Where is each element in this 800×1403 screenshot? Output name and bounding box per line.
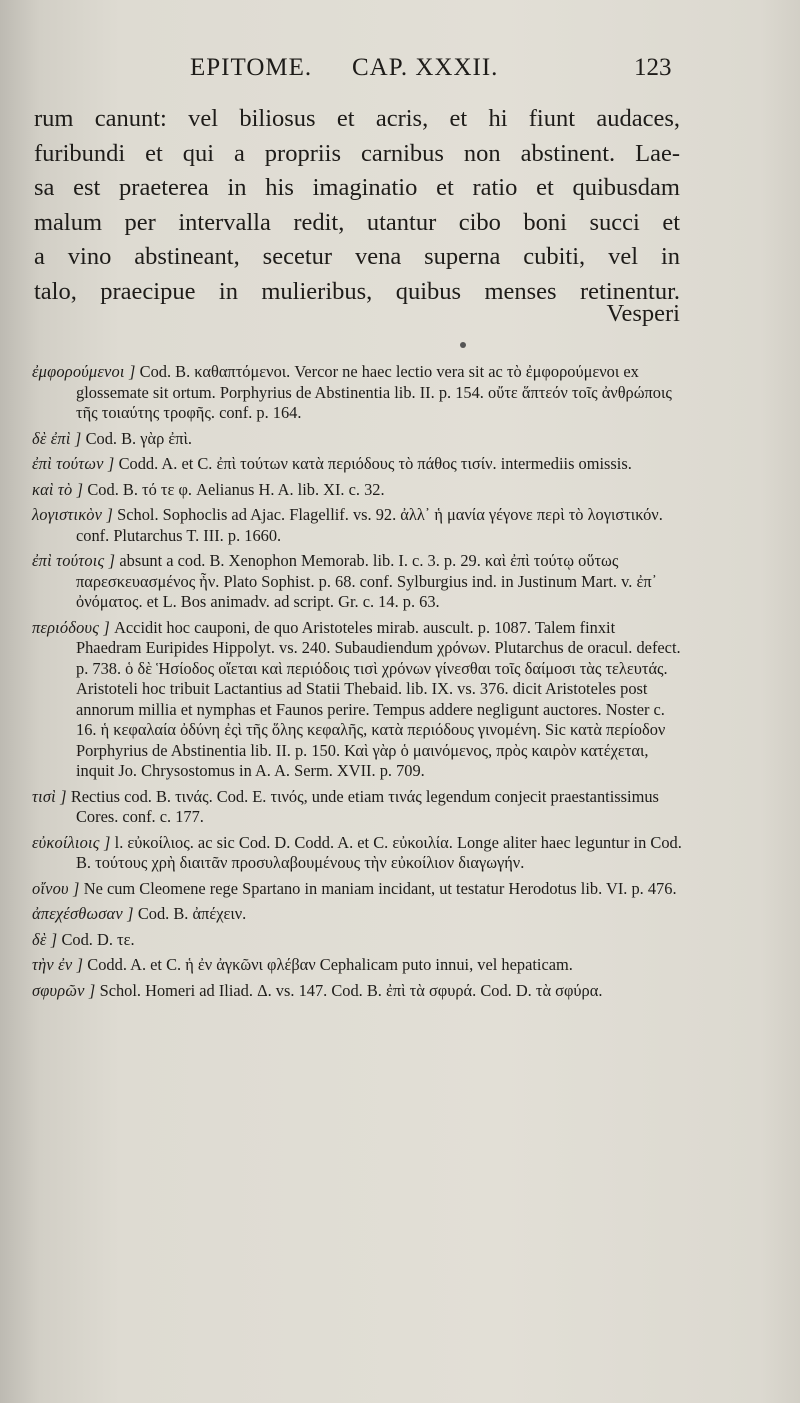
footnote-lemma: οἴνου ] [32,878,80,898]
footnote-text: Cod. D. τε. [61,929,135,949]
running-title: EPITOME. [190,54,313,81]
footnote-lemma: σφυρῶν ] [32,980,96,1000]
main-text-line: sa est praeterea in his imaginatio et ratio et quibusdam [34,174,680,201]
footnote-text: Codd. A. et C. ἡ ἐν ἀγκῶνι φλέβαν Cephalicam puto innui, vel hepaticam. [87,955,573,974]
footnote [32,505,682,546]
footnote-lemma: ἐπὶ τούτοις ] [32,551,116,570]
footnotes [32,362,682,1006]
footnote-lemma: περιόδους ] [32,617,110,637]
footnote-text: Cod. B. ἀπέχειν. [137,904,247,923]
main-text-line: rum canunt: vel biliosus et acris, et hi fiunt audaces, [34,105,680,132]
footnote-lemma: ἐμφορούμενοι ] [32,362,136,381]
footnote [32,787,682,828]
footnote-lemma: δὲ ] [32,929,58,949]
footnote-text: Schol. Sophoclis ad Ajac. Flagellif. vs. 92. ἀλλ᾽ ἡ μανία γέγονε περὶ τὸ λογιστικόν. conf. Plutarchus T. III. p. 1660. [76,505,663,545]
main-text-line: a vino abstineant, secetur vena superna cubiti, vel in [34,243,680,270]
footnote [32,833,682,874]
footnote [32,429,682,450]
footnote-text: Cod. B. καθαπτόμενοι. Vercor ne haec lectio vera sit ac τὸ ἐμφορούμενοι ex glossemate sit ortum. Porphyrius de Abstinentia lib. II. p. 154. οὔτε ἅπτεόν τοῖς ἀνθρώποις τῆς τοιαύτης τροφῆς. conf. p. 164. [76,362,672,422]
footnote-text: Accidit hoc cauponi, de quo Aristoteles mirab. auscult. p. 1087. Talem finxit Phaedram Euripides Hippolyt. vs. 240. Subaudiendum χρόνων. Plutarchus de oracul. defect. p. 738. ὁ δὲ Ἡσίοδος οἴεται καὶ περιόδοις τισὶ χρόνων γίνεσθαι τοῖς δαίμοσι τὰς τελευτάς. Aristoteli hoc tribuit Lactantius ad Statii Thebaid. lib. IX. vs. 376. dicit Aristoteles post annorum millia et nymphas et Faunos perire. Tempus addere negligunt auctores. Noster c. 16. ἡ κεφαλαία ὀδύνη ἐςὶ τῆς ὅλης κεφαλῆς, κατὰ περιόδους γινομένη. Sic κατὰ περίοδον Porphyrius de Abstinentia lib. II. p. 150. Καὶ γὰρ ὁ μαινόμενος, πρὸς καιρὸν κατέχεται, inquit Jo. Chrysostomus in A. A. Serm. XVII. p. 709. [76,617,681,780]
chapter-heading: CAP. XXXII. [352,54,499,81]
footnote-text: Cod. B. τό τε φ. Aelianus H. A. lib. XI. c. 32. [87,479,385,499]
footnote-text: l. εὐκοίλιος. ac sic Cod. D. Codd. A. et C. εὐκοιλία. Longe aliter haec leguntur in Cod. B. τούτους χρὴ διαιτᾶν προσυλαβουμένους τὴν εὐκοίλιον διαγωγήν. [76,832,682,872]
footnote-text: Ne cum Cleomene rege Spartano in maniam incidant, ut testatur Herodotus lib. VI. p. 476. [83,878,677,898]
footnote-lemma: λογιστικὸν ] [32,505,114,524]
footnote-text: absunt a cod. B. Xenophon Memorab. lib. I. c. 3. p. 29. καὶ ἐπὶ τούτῳ οὕτως παρεσκευασμένος ἦν. Plato Sophist. p. 68. conf. Sylburgius ind. in Justinum Mart. v. ἐπ᾽ ὀνόματος. et L. Bos animadv. ad script. Gr. c. 14. p. 63. [76,551,658,611]
ink-dot [460,342,466,348]
footnote-lemma: εὐκοίλιοις ] [32,832,111,852]
footnote-text: Cod. B. γὰρ ἐπὶ. [85,428,193,448]
main-text-block [34,102,680,309]
main-text-line: malum per intervalla redit, utantur cibo boni succi et [34,208,680,236]
catchword: Vesperi [606,300,680,327]
footnote-text: Rectius cod. B. τινάς. Cod. E. τινός, unde etiam τινάς legendum conjecit praestantissimus Cores. conf. c. 177. [70,786,659,826]
footnote [32,454,682,475]
footnote-lemma: τισὶ ] [32,786,67,806]
footnote [32,955,682,976]
main-text-line: talo, praecipue in mulieribus, quibus menses retinentur. [34,277,680,305]
footnote [32,930,682,951]
footnote-lemma: τὴν ἐν ] [32,955,84,974]
page-header [0,52,800,92]
footnote-text: Schol. Homeri ad Iliad. Δ. vs. 147. Cod. B. ἐπὶ τὰ σφυρά. Cod. D. τὰ σφύρα. [99,980,603,1000]
footnote-text: Codd. A. et C. ἐπὶ τούτων κατὰ περιόδους τὸ πάθος τισίν. intermediis omissis. [118,454,632,473]
footnote-lemma: καὶ τὸ ] [32,479,84,499]
footnote [32,904,682,925]
main-text-line: furibundi et qui a propriis carnibus non abstinent. Lae- [34,139,680,167]
footnote [32,480,682,501]
footnote [32,362,682,424]
footnote-lemma: ἐπὶ τούτων ] [32,454,115,473]
footnote-lemma: ἀπεχέσθωσαν ] [32,904,134,923]
page-number: 123 [634,54,672,81]
footnote [32,981,682,1002]
footnote [32,618,682,782]
footnote-lemma: δὲ ἐπὶ ] [32,428,82,448]
footnote [32,879,682,900]
footnote [32,551,682,613]
